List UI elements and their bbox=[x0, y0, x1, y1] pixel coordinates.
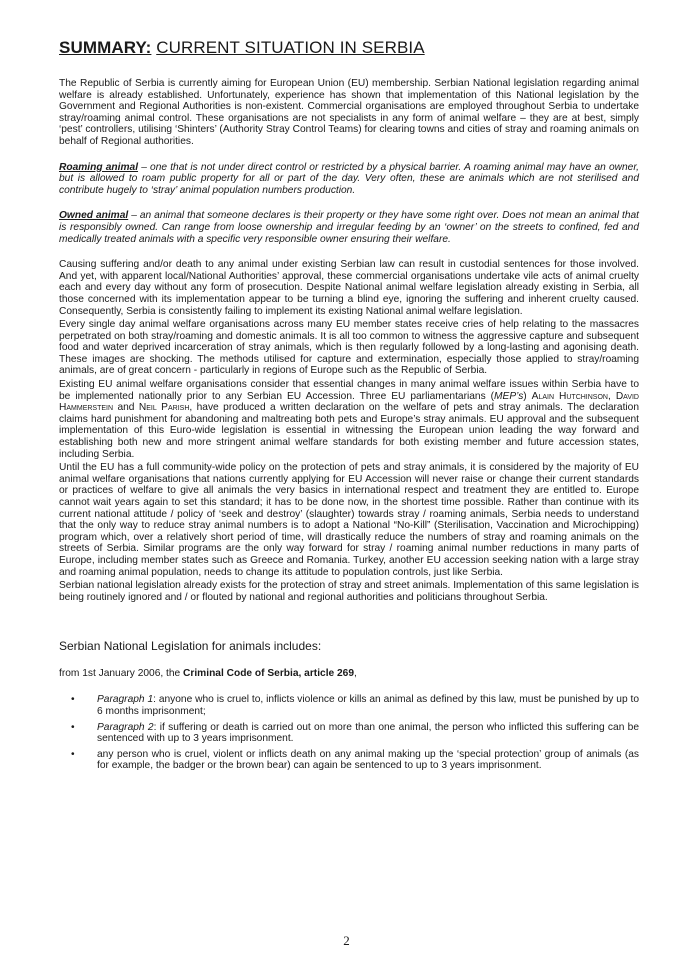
page-title bbox=[59, 38, 639, 58]
p3-text-c: , have produced a written declaration on the welfare of pets and stray animals. The declaration claims hard punishment for abandoning and maltreating both pets and Europe’s stray animals. EU approval and the subsequent implementation of this Euro-wide legislation is essential in witnessing the European union leading the way forward and establishing both new and more stringent animal welfare standards for both existing member and future accession states, including Serbia. bbox=[59, 402, 639, 460]
definition-roaming-animal bbox=[59, 162, 639, 197]
parliamentarian-name: Neil Parish bbox=[138, 402, 190, 414]
definition-term: Owned animal bbox=[59, 210, 129, 222]
criminal-code-reference: Criminal Code of Serbia, article 269 bbox=[183, 668, 355, 680]
parliamentarian-name: Alain Hutchinson bbox=[531, 390, 608, 402]
title-lead: SUMMARY: bbox=[59, 38, 152, 57]
list-item bbox=[71, 748, 639, 772]
legislation-heading: Serbian National Legislation for animals includes: bbox=[59, 639, 322, 654]
definition-term: Roaming animal bbox=[59, 161, 139, 173]
p3-text-b: ) bbox=[523, 390, 532, 402]
p3-sep-1: , bbox=[607, 390, 616, 402]
p3-text-a: Existing EU animal welfare organisations consider that essential changes in many animal welfare issues within Serbia have to be implemented nationally prior to any Serbian EU Accession. Three EU parliamentarians ( bbox=[59, 379, 639, 402]
p3-sep-2: and bbox=[113, 402, 139, 414]
body-paragraph-4: Until the EU has a full community-wide policy on the protection of pets and stray animals, it is considered by the majority of EU animal welfare organisations that nations currently applying for EU Accession will never raise or change their current standards or practices of welfare to give all animals the very basics in international respect and treatment they are entitled to. Europe cannot wait years again to set this standard; it has to be done now, in the shortest time possible. Rather than continue with its current national attitude / policy of ‘seek and destroy’ (slaughter) towards stray / roaming animals, Serbia needs to understand that the only way to reduce stray animal numbers is to adopt a National “No-Kill” (Sterilisation, Vaccination and Microchipping) program which, over a relatively short period of time, will drastically reduce the numbers of stray and roaming animals on the streets of Serbia. Similar programs are the only way forward for stray / roaming animal number reductions in many parts of Europe, including member states such as Greece and Romania. Turkey, another EU accession seeking nation with a large stray and roaming animal population, needs to change its attitude to population controls, just like Serbia. bbox=[59, 462, 639, 578]
legislation-list bbox=[59, 694, 639, 772]
definition-owned-animal bbox=[59, 210, 639, 245]
intro-paragraph: The Republic of Serbia is currently aiming for European Union (EU) membership. Serbian National legislation regarding animal welfare is already established. Unfortunately, experience has shown that implementation of this National legislation by the Government and Regional Authorities is non-existent. Commercial organisations are employed throughout Serbia to undertake stray/roaming animal control. These organisations are not specialists in any form of animal welfare – they are at best, simply ‘pest’ controllers, utilising ‘Shinters’ (Authority Stray Control Teams) for clearing towns and cities of stray and roaming animals on behalf of Regional authorities. bbox=[59, 78, 639, 147]
legislation-intro bbox=[59, 668, 639, 680]
from-prefix: from 1st January 2006, the bbox=[59, 668, 184, 680]
bullet-icon: • bbox=[71, 694, 75, 706]
mep-abbrev: MEP’s bbox=[494, 390, 524, 402]
list-item-text: : anyone who is cruel to, inflicts violence or kills an animal as defined by this law, must be punished by up to 6 months imprisonment; bbox=[97, 694, 639, 717]
bullet-icon: • bbox=[71, 748, 75, 760]
body-paragraph-3 bbox=[59, 379, 639, 460]
paragraph-ref: Paragraph 2 bbox=[97, 721, 154, 733]
body-paragraph-1: Causing suffering and/or death to any animal under existing Serbian law can result in custodial sentences for those involved. And yet, with apparent local/National Authorities’ approval, these commercial organisations undertake vile acts of animal cruelty each and every day without any form of prosecution. Despite National animal welfare legislation already existing in Serbia, all those concerned with its implementation appear to be turning a blind eye, ignoring the suffering and inherent cruelty caused. Consequently, Serbia is consistently failing to implement its existing National animal welfare legislation. bbox=[59, 259, 639, 317]
page-number: 2 bbox=[343, 933, 350, 948]
definition-text: – an animal that someone declares is their property or they have some right over. Does not mean an animal that is responsibly owned. Can range from loose ownership and irregular feeding by an ‘owner’ on the streets to confined, fed and medically treated animals with a specific very responsible owner ensuring their welfare. bbox=[59, 210, 639, 245]
definition-text: – one that is not under direct control or restricted by a physical barrier. A roaming animal may have an owner, but is allowed to roam public property for all or part of the day. Very often, these are animals which are not sterilised and contribute hugely to ‘stray’ animal population numbers production. bbox=[59, 161, 639, 196]
from-suffix: , bbox=[354, 668, 357, 680]
document-page bbox=[59, 38, 639, 776]
title-rest: CURRENT SITUATION IN SERBIA bbox=[156, 38, 425, 57]
bullet-icon: • bbox=[71, 721, 75, 733]
body-paragraph-5: Serbian national legislation already exists for the protection of stray and street animals. Implementation of this same legislation is being routinely ignored and / or flouted by national and regional authorities and politicians throughout Serbia. bbox=[59, 580, 639, 603]
parliamentarian-name: David Hammerstein bbox=[59, 390, 639, 414]
paragraph-ref: Paragraph 1 bbox=[97, 694, 154, 706]
list-item bbox=[71, 694, 639, 717]
list-item-text: : if suffering or death is carried out on more than one animal, the person who inflicted this suffering can be sentenced with up to 3 years imprisonment. bbox=[97, 721, 639, 745]
list-item-text: any person who is cruel, violent or inflicts death on any animal making up the ‘special protection’ group of animals (as for example, the badger or the brown bear) can again be sentenced to up to 3 years imprisonment. bbox=[97, 748, 639, 772]
body-paragraph-2: Every single day animal welfare organisations across many EU member states receive cries of help relating to the massacres perpetrated on both stray/roaming and domestic animals. It is all too common to witness the aggressive capture and subsequent food and water deprived incarceration of stray animals, which is then regularly followed by a long-lasting and agonising death. These images are shocking. The methods utilised for capture and extermination, especially those applied to stray/roaming animals, are of great concern - particularly in regions of Europe such as the Republic of Serbia. bbox=[59, 319, 639, 377]
list-item bbox=[71, 721, 639, 745]
